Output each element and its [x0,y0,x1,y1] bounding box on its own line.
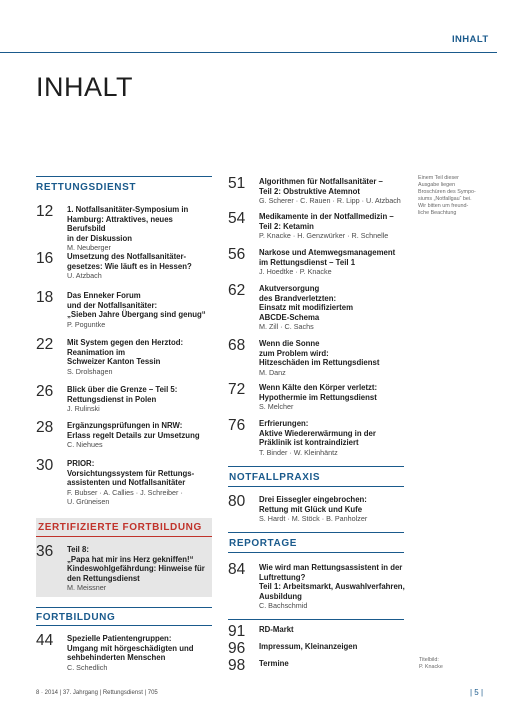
entry-title-line: „Papa hat mir ins Herz gekniffen!“ [67,554,194,564]
page-number: 36 [36,543,54,560]
entry-title-line: Teil 8: [67,545,89,554]
entry-title-line: assistenten und Notfallsanitäter [67,478,186,488]
entry-title-line: Impressum, Kleinanzeigen [259,642,358,651]
entry-title-line: Ergänzungsprüfungen in NRW: [67,421,183,430]
entry-authors: C. Niehues [67,440,103,450]
entry-title-line: Wie wird man Rettungsassistent in der [259,563,403,572]
entry-authors: M. Meissner [67,583,107,593]
note-line: Wir bitten um freund- [418,203,469,209]
entry-title-line: Narkose und Atemwegsmanagement [259,248,396,257]
page-number: 18 [36,289,54,306]
entry-title-line: Luftrettung? [259,572,306,582]
entry-title-line: Drei Eissegler eingebrochen: [259,495,367,504]
section-divider [36,607,212,608]
entry-authors: S. Melcher [259,402,294,412]
entry-title-line: Hitzeschäden im Rettungsdienst [259,358,380,368]
entry-title-line: Das Enneker Forum [67,291,141,300]
entry-title-line: Aktive Wiedererwärmung in der [259,428,376,438]
entry-title-line: Ausbildung [259,591,302,601]
entry-authors: S. Hardt · M. Stöck · B. Panholzer [259,514,368,524]
page-number: 44 [36,632,54,649]
section-divider [228,619,404,620]
entry-title-line: Teil 2: Obstruktive Atemnot [259,186,360,196]
section-rettungsdienst: RETTUNGSDIENST [36,182,137,193]
entry-authors: C. Schedlich [67,662,108,672]
entry-title-line: Teil 2: Ketamin [259,221,314,231]
header-divider [0,52,497,53]
page-number: 91 [228,623,246,640]
entry-title-line: Rettungsdienst in Polen [67,394,157,404]
page-number: 26 [36,383,54,400]
entry-title-line: Erlass regelt Details zur Umsetzung [67,430,200,440]
entry-authors: S. Drolshagen [67,366,113,376]
entry-title-line: Kindeswohlgefährdung: Hinweise für [67,564,205,574]
entry-title-line: Algorithmen für Notfallsanitäter – [259,177,383,186]
page-number: 72 [228,381,246,398]
entry-title-line: Schweizer Kanton Tessin [67,357,161,367]
page-number: 16 [36,250,54,267]
page-number: 51 [228,175,246,192]
entry-title-line: Erfrierungen: [259,419,309,428]
entry-title-line: PRIOR: [67,459,95,468]
note-line: Ausgabe liegen [418,182,456,188]
entry-title-line: 1. Notfallsanitäter-Symposium in [67,205,189,214]
entry-authors: G. Scherer · C. Rauen · R. Lipp · U. Atzbach [259,196,401,206]
page-number: 68 [228,337,246,354]
entry-authors: F. Bubser · A. Callies · J. Schreiber · [67,487,183,497]
entry-authors: C. Bachschmid [259,601,308,611]
note-line: liche Beachtung [418,210,457,216]
entry-title-line: gesetzes: Wie läuft es in Hessen? [67,261,192,271]
entry-authors: M. Zill · C. Sachs [259,322,314,332]
entry-title-line: zum Problem wird: [259,348,329,358]
entry-title-line: Blick über die Grenze – Teil 5: [67,385,178,394]
page-number: 62 [228,282,246,299]
entry-title-line: Wenn Kälte den Körper verletzt: [259,383,378,392]
section-notfallpraxis: NOTFALLPRAXIS [229,472,321,483]
entry-title-line: Umgang mit hörgeschädigten und [67,643,194,653]
entry-authors: P. Knacke · H. Genzwürker · R. Schnelle [259,231,389,241]
section-divider [36,625,212,626]
page-number: 98 [228,657,246,674]
entry-title-line: in der Diskussion [67,233,132,243]
insert-note [418,175,496,217]
page-number: 76 [228,417,246,434]
note-line: Einem Teil dieser [418,175,459,181]
entry-authors: M. Neuberger [67,243,111,253]
entry-title-line: Teil 1: Arbeitsmarkt, Auswahlverfahren, [259,582,405,592]
entry-title-line: den Rettungsdienst [67,573,140,583]
entry-title-line: Hamburg: Attraktives, neues Berufsbild [67,214,173,234]
cover-credit [419,657,443,671]
entry-title-line: Rettung mit Glück und Kufe [259,504,363,514]
entry-title-line: des Brandverletzten: [259,293,337,303]
section-divider [36,536,212,537]
entry-title-line: Termine [259,659,289,668]
entry-title-line: ABCDE-Schema [259,312,320,322]
note-line: Broschüren des Sympo- [418,189,476,195]
page-title: INHALT [36,72,134,102]
section-reportage: REPORTAGE [229,538,297,549]
page-number: 80 [228,493,246,510]
entry-title-line: Hypothermie im Rettungsdienst [259,392,377,402]
entry-authors: U. Atzbach [67,271,102,281]
section-fortbildung: FORTBILDUNG [36,612,116,623]
entry-title-line: Reanimation im [67,347,126,357]
entry-title-line: Umsetzung des Notfallsanitäter- [67,252,187,261]
header-label: INHALT [452,34,489,45]
page-number: 96 [228,640,246,657]
page-number: 28 [36,419,54,436]
entry-title-line: im Rettungsdienst – Teil 1 [259,257,356,267]
entry-authors: M. Danz [259,367,286,377]
page-number: 30 [36,457,54,474]
entry-title-line: Mit System gegen den Herztod: [67,338,184,347]
note-line: siums „Notfallgau“ bei. [418,196,472,202]
entry-title-line: Einsatz mit modifiziertem [259,303,354,313]
entry-authors: J. Hoedtke · P. Knacke [259,267,332,277]
entry-title-line: Vorsichtungssystem für Rettungs- [67,468,195,478]
entry-title-line: sehbehinderten Menschen [67,653,166,663]
page-number: 12 [36,203,54,220]
entry-title-line: und der Notfallsanitäter: [67,300,158,310]
entry-title-line: Akutversorgung [259,284,320,293]
section-divider [228,486,404,487]
page-number: 84 [228,561,246,578]
footer-page-number: | 5 | [470,688,484,697]
page-number: 56 [228,246,246,263]
page-number: 22 [36,336,54,353]
credit-line: P. Knacke [419,664,443,670]
entry-authors: P. Poguntke [67,319,106,329]
entry-title-line: Präklinik ist kontraindiziert [259,438,359,448]
entry-authors: J. Rulinski [67,404,100,414]
page-number: 54 [228,210,246,227]
entry-authors: T. Binder · W. Kleinhäntz [259,447,338,457]
entry-authors: U. Grüneisen [67,497,110,507]
entry-title-line: „Sieben Jahre Übergang sind genug“ [67,310,206,320]
entry-title-line: Medikamente in der Notfallmedizin – [259,212,394,221]
credit-line: Titelbild: [419,657,439,663]
entry-title-line: RD-Markt [259,625,294,634]
section-divider [228,466,404,467]
section-divider [36,176,212,177]
entry-title-line: Wenn die Sonne [259,339,320,348]
entry-title-line: Spezielle Patientengruppen: [67,634,172,643]
section-divider [228,532,404,533]
section-zertifizierte-fortbildung: ZERTIFIZIERTE FORTBILDUNG [38,522,202,533]
footer-issue-info: 8 · 2014 | 37. Jahrgang | Rettungsdienst | 705 [36,690,158,696]
section-divider [228,552,404,553]
